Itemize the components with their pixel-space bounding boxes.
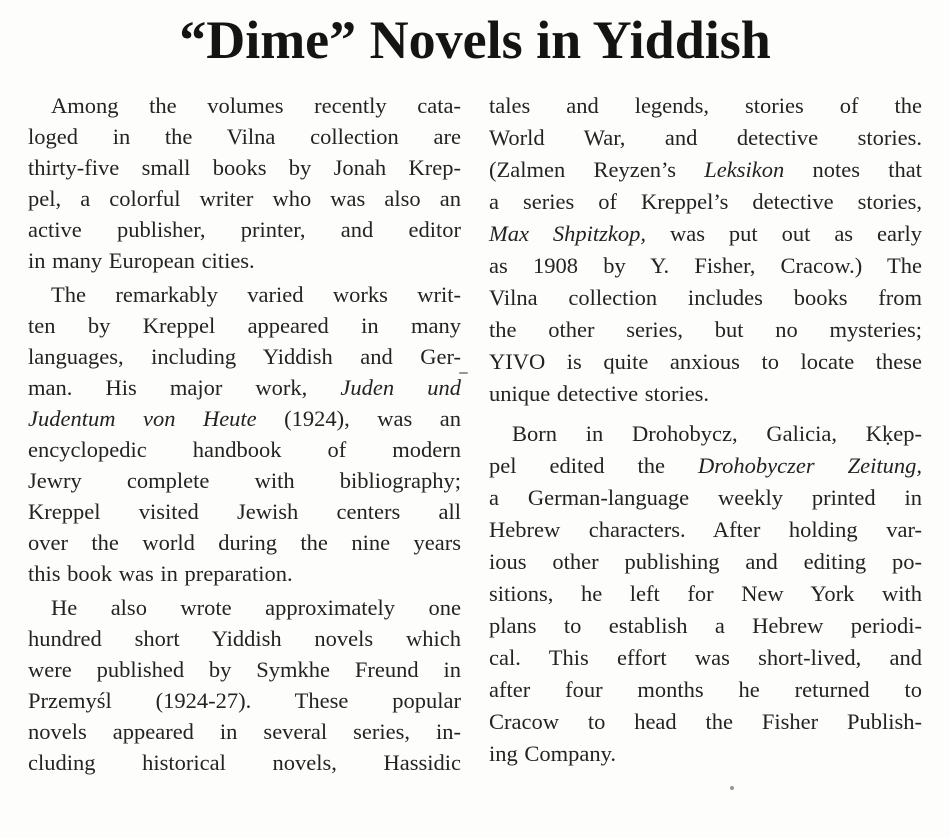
text-line xyxy=(489,514,922,546)
text-run: languages, including Yiddish and Ger- xyxy=(28,344,461,369)
scan-dash-artifact xyxy=(459,372,468,374)
text-run: man. His major work, xyxy=(28,375,341,400)
text-run: ing Company. xyxy=(489,741,617,766)
text-run: thirty-five small books by Jonah Krep- xyxy=(28,155,461,180)
text-line xyxy=(28,434,461,465)
text-line xyxy=(28,685,461,716)
text-run: The remarkably varied works writ- xyxy=(51,282,461,307)
text-line xyxy=(28,183,461,214)
text-run: hundred short Yiddish novels which xyxy=(28,626,461,651)
text-run: Hebrew characters. After holding var- xyxy=(489,517,922,542)
text-line xyxy=(489,154,922,186)
text-run: a series of Kreppel’s detective stories, xyxy=(489,189,922,214)
text-run: was put out as early xyxy=(646,221,922,246)
text-line xyxy=(28,279,461,310)
text-line xyxy=(489,642,922,674)
text-run: tales and legends, stories of the xyxy=(489,93,922,118)
text-run: pel edited the xyxy=(489,453,698,478)
text-line xyxy=(489,674,922,706)
text-line xyxy=(489,378,922,410)
text-run: Przemyśl (1924-27). These popular xyxy=(28,688,461,713)
text-line xyxy=(28,245,461,276)
text-run: Kreppel visited Jewish centers all xyxy=(28,499,461,524)
text-line xyxy=(489,90,922,122)
text-run: Cracow to head the Fisher Publish- xyxy=(489,709,922,734)
text-line xyxy=(489,218,922,250)
text-run: YIVO is quite anxious to locate these xyxy=(489,349,922,374)
italic-text-run: Judentum von Heute xyxy=(28,406,257,431)
text-line xyxy=(28,716,461,747)
text-line xyxy=(28,214,461,245)
text-line xyxy=(28,90,461,121)
text-run: were published by Symkhe Freund in xyxy=(28,657,461,682)
text-column-left xyxy=(28,90,461,781)
paragraph xyxy=(28,279,461,589)
text-line xyxy=(28,496,461,527)
text-line xyxy=(489,122,922,154)
text-run: Jewry complete with bibliography; xyxy=(28,468,461,493)
text-run: novels appeared in several series, in- xyxy=(28,719,461,744)
text-line xyxy=(28,372,461,403)
text-line xyxy=(28,623,461,654)
text-run: encyclopedic handbook of modern xyxy=(28,437,461,462)
text-line xyxy=(28,403,461,434)
text-line xyxy=(489,314,922,346)
text-line xyxy=(489,186,922,218)
text-run: notes that xyxy=(784,157,922,182)
text-line xyxy=(28,341,461,372)
text-line xyxy=(489,482,922,514)
text-run: sitions, he left for New York with xyxy=(489,581,922,606)
text-run: ten by Kreppel appeared in many xyxy=(28,313,461,338)
text-line xyxy=(489,546,922,578)
text-line xyxy=(28,558,461,589)
text-line xyxy=(28,152,461,183)
text-run: in many European cities. xyxy=(28,248,255,273)
two-column-text-body xyxy=(28,90,922,781)
text-line xyxy=(489,450,922,482)
paragraph xyxy=(489,90,922,410)
italic-text-run: Juden und xyxy=(340,375,461,400)
text-line xyxy=(489,578,922,610)
text-run: as 1908 by Y. Fisher, Cracow.) The xyxy=(489,253,922,278)
text-line xyxy=(489,418,922,450)
text-line xyxy=(28,310,461,341)
text-line xyxy=(489,346,922,378)
text-run: cal. This effort was short-lived, and xyxy=(489,645,922,670)
text-line xyxy=(489,706,922,738)
text-run: after four months he returned to xyxy=(489,677,922,702)
italic-text-run: Max Shpitzkop, xyxy=(489,221,647,246)
text-line xyxy=(489,282,922,314)
text-run: this book was in preparation. xyxy=(28,561,293,586)
text-run: plans to establish a Hebrew periodi- xyxy=(489,613,922,638)
text-run: a German-language weekly printed in xyxy=(489,485,922,510)
text-run: Born in Drohobycz, Galicia, Kḳep- xyxy=(512,421,922,446)
text-run: over the world during the nine years xyxy=(28,530,461,555)
article-title: “Dime” Novels in Yiddish xyxy=(179,10,771,70)
text-line xyxy=(489,738,922,770)
text-run: active publisher, printer, and editor xyxy=(28,217,461,242)
text-run: Vilna collection includes books from xyxy=(489,285,922,310)
text-line xyxy=(28,527,461,558)
text-run: (1924), was an xyxy=(256,406,461,431)
text-run: the other series, but no mysteries; xyxy=(489,317,922,342)
text-run: Among the volumes recently cata- xyxy=(51,93,461,118)
text-line xyxy=(489,610,922,642)
text-line xyxy=(28,654,461,685)
text-line xyxy=(28,747,461,778)
italic-text-run: Drohobyczer Zeitung, xyxy=(697,453,922,478)
paragraph xyxy=(28,90,461,276)
text-run: He also wrote approximately one xyxy=(51,595,461,620)
text-line xyxy=(28,592,461,623)
text-line xyxy=(28,121,461,152)
text-run: World War, and detective stories. xyxy=(489,125,922,150)
text-run: pel, a colorful writer who was also an xyxy=(28,186,461,211)
paragraph xyxy=(28,592,461,778)
scan-speck-artifact xyxy=(730,786,734,790)
text-run: (Zalmen Reyzen’s xyxy=(489,157,705,182)
paragraph xyxy=(489,418,922,770)
text-run: cluding historical novels, Hassidic xyxy=(28,750,461,775)
italic-text-run: Leksikon xyxy=(704,157,785,182)
text-run: loged in the Vilna collection are xyxy=(28,124,461,149)
text-line xyxy=(489,250,922,282)
text-column-right xyxy=(489,90,922,781)
text-run: unique detective stories. xyxy=(489,381,710,406)
text-line xyxy=(28,465,461,496)
text-run: ious other publishing and editing po- xyxy=(489,549,922,574)
